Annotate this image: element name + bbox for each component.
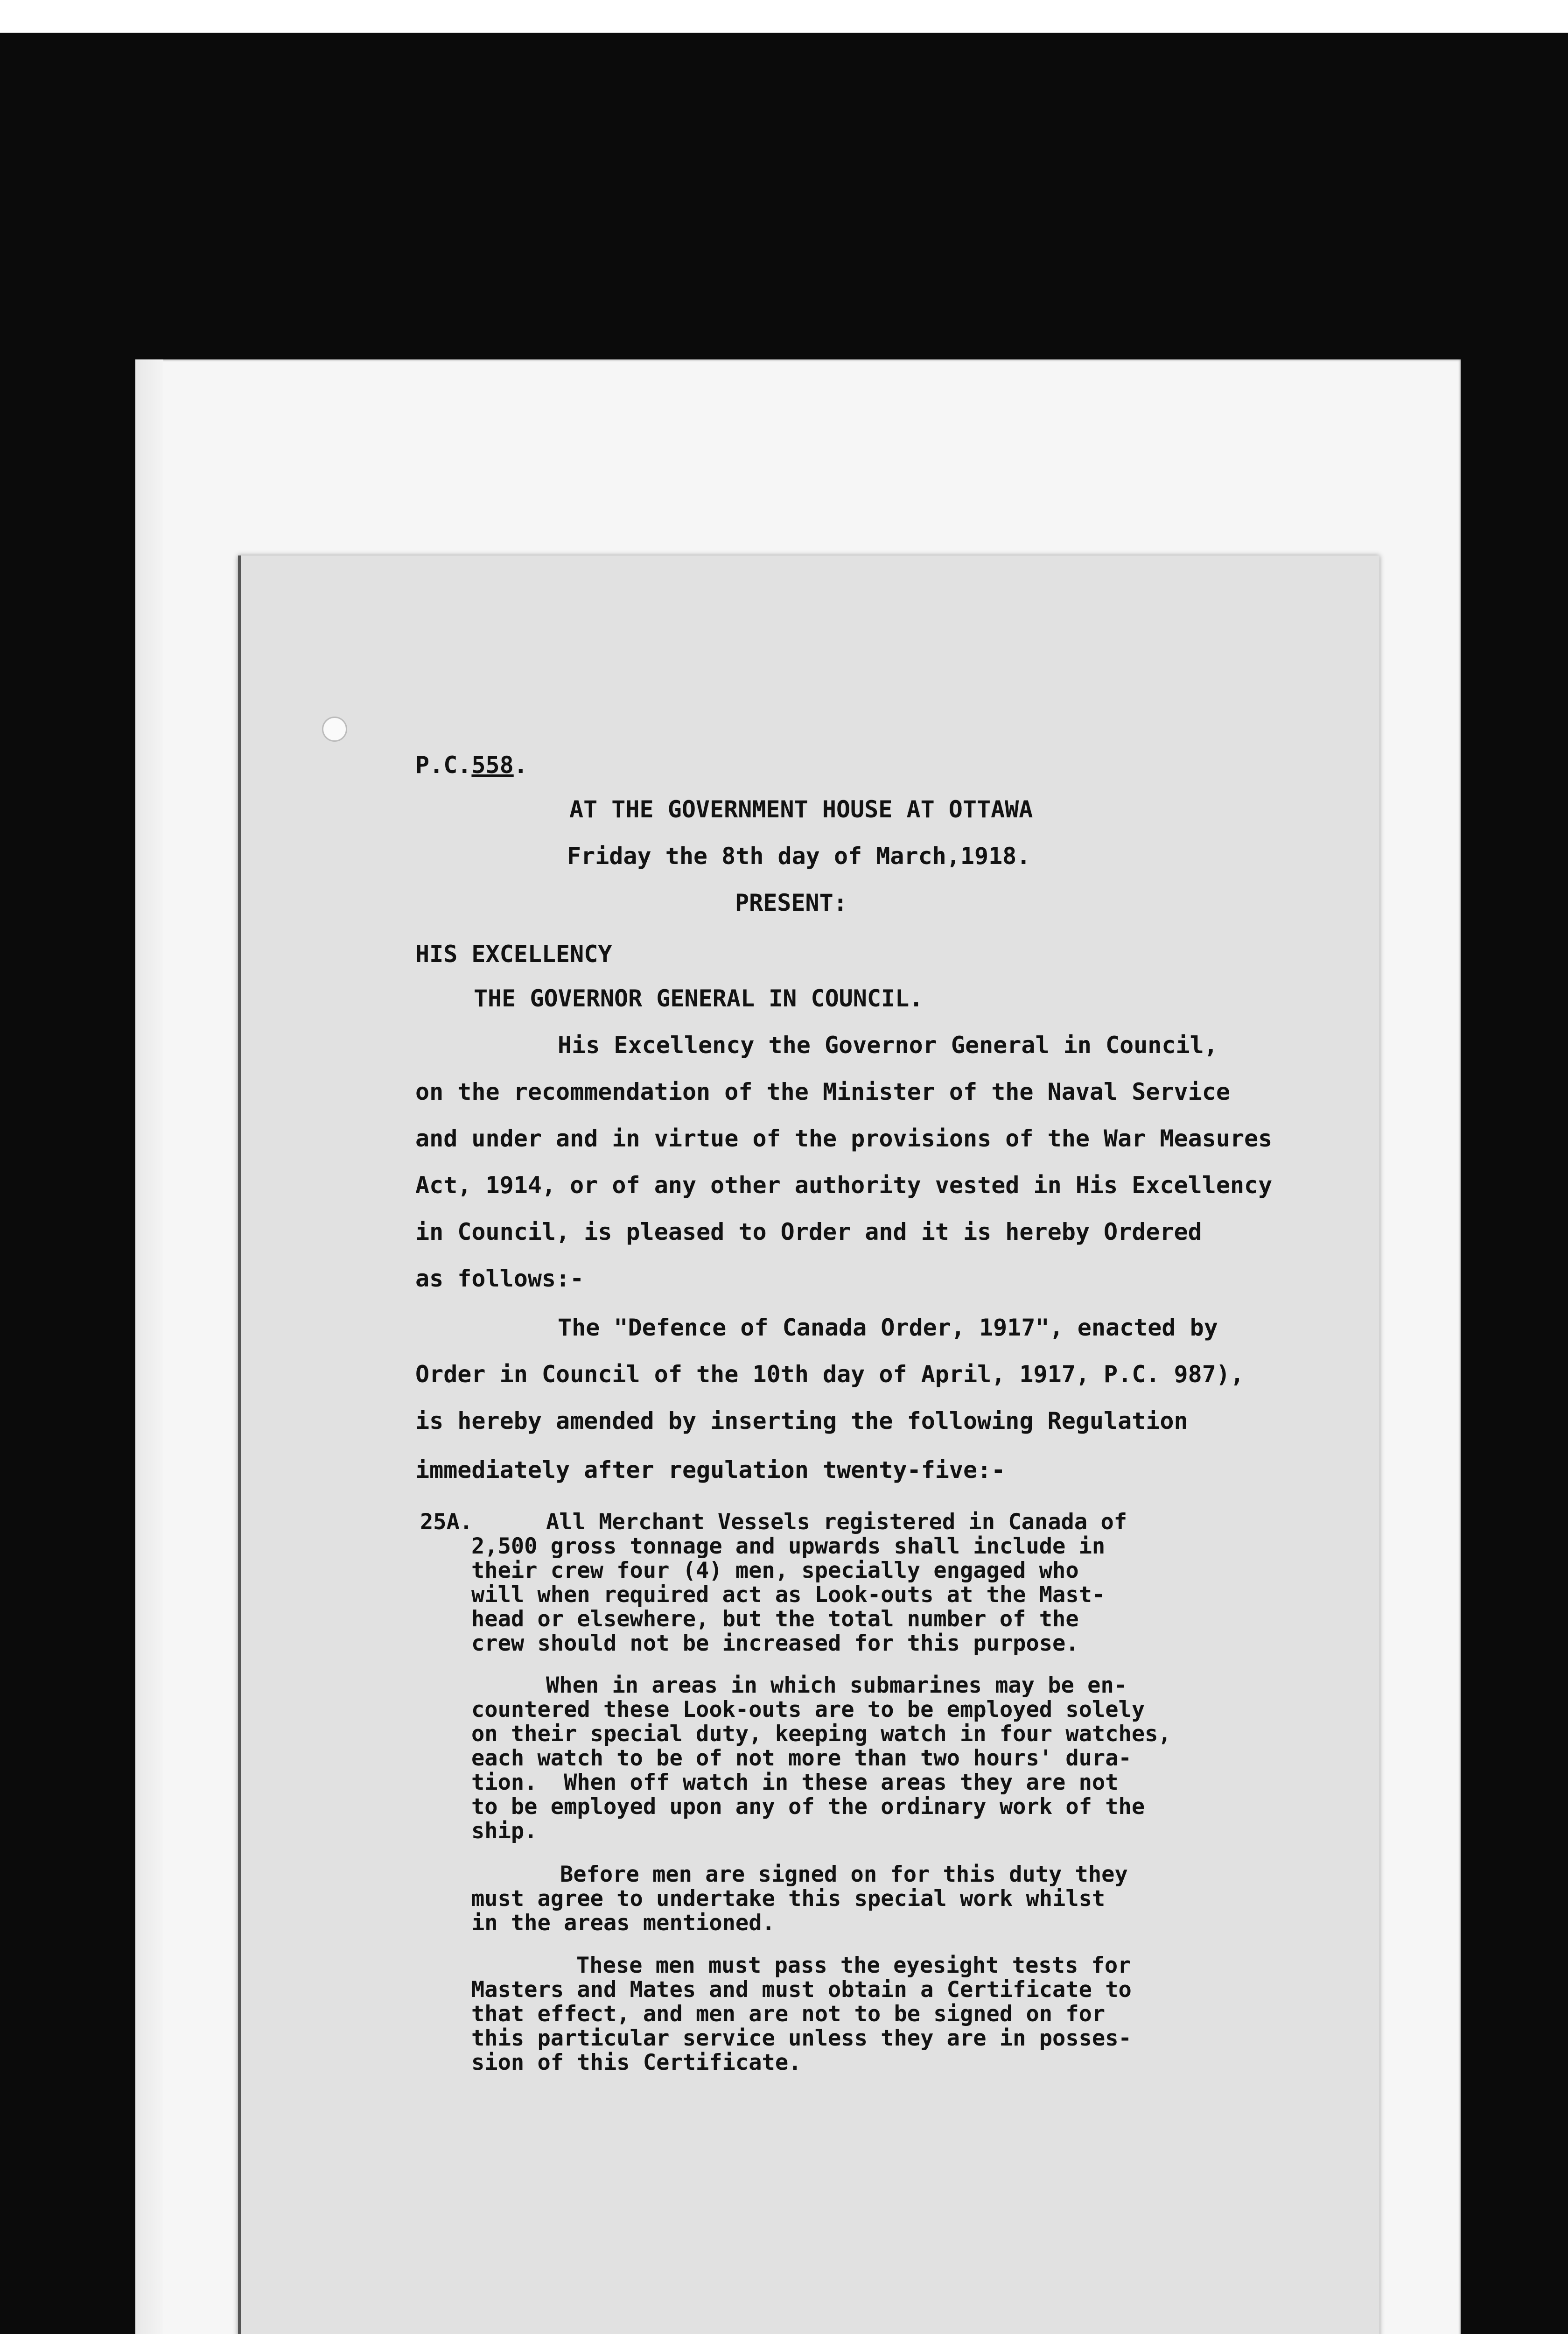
intro-line-5: in Council, is pleased to Order and it is hereby Ordered [415,1218,1202,1245]
reg-para2-line-4: each watch to be of not more than two hours' dura- [471,1745,1132,1771]
reg-para2-line-3: on their special duty, keeping watch in four watches, [471,1721,1171,1747]
reg-para4-line-2: Masters and Mates and must obtain a Certificate to [471,1977,1132,2003]
pc-number-value: 558 [471,752,514,779]
pc-prefix: P.C. [415,752,472,779]
pc-number [415,752,528,779]
reg-para1-line-4: will when required act as Look-outs at the Mast- [471,1582,1106,1608]
reg-para1-line-3: their crew four (4) men, specially engaged who [471,1558,1079,1583]
heading-present: PRESENT: [735,889,847,916]
reg-para4-line-3: that effect, and men are not to be signed on for [471,2001,1106,2027]
reg-para4-line-1: These men must pass the eyesight tests for [576,1953,1131,1978]
punch-hole [322,717,347,742]
governor-general: THE GOVERNOR GENERAL IN COUNCIL. [474,985,924,1012]
reg-para1-line-5: head or elsewhere, but the total number of the [471,1606,1079,1632]
reg-para4-line-5: sion of this Certificate. [471,2050,802,2075]
amend-line-4: immediately after regulation twenty-five:- [415,1456,1006,1483]
reg-para3-line-3: in the areas mentioned. [471,1910,775,1936]
reg-para4-line-4: this particular service unless they are in posses- [471,2025,1132,2051]
heading-location: AT THE GOVERNMENT HOUSE AT OTTAWA [569,796,1033,823]
intro-line-2: on the recommendation of the Minister of the Naval Service [415,1078,1230,1105]
intro-line-1: His Excellency the Governor General in Council, [558,1032,1218,1059]
reg-para1-line-2: 2,500 gross tonnage and upwards shall include in [471,1533,1106,1559]
reg-para1-line-1: All Merchant Vessels registered in Canada of [546,1509,1127,1535]
intro-line-3: and under and in virtue of the provisions of the War Measures [415,1125,1273,1152]
pc-period: . [513,752,528,779]
amend-line-3: is hereby amended by inserting the following Regulation [415,1407,1188,1434]
amend-line-2: Order in Council of the 10th day of April, 1917, P.C. 987), [415,1361,1245,1388]
regulation-number: 25A. [420,1509,473,1535]
reg-para2-line-7: ship. [471,1818,538,1844]
heading-date: Friday the 8th day of March,1918. [567,843,1031,870]
intro-line-6: as follows:- [415,1265,584,1292]
reg-para2-line-2: countered these Look-outs are to be employed solely [471,1697,1145,1722]
intro-line-4: Act, 1914, or of any other authority vested in His Excellency [415,1172,1273,1199]
reg-para1-line-6: crew should not be increased for this purpose. [471,1631,1079,1656]
reg-para3-line-2: must agree to undertake this special work whilst [471,1886,1106,1912]
reg-para2-line-6: to be employed upon any of the ordinary work of the [471,1794,1145,1820]
reg-para3-line-1: Before men are signed on for this duty they [560,1862,1128,1887]
amend-line-1: The "Defence of Canada Order, 1917", enacted by [558,1314,1218,1341]
reg-para2-line-1: When in areas in which submarines may be en- [546,1673,1127,1698]
his-excellency: HIS EXCELLENCY [415,941,612,968]
reg-para2-line-5: tion. When off watch in these areas they are not [471,1770,1119,1795]
